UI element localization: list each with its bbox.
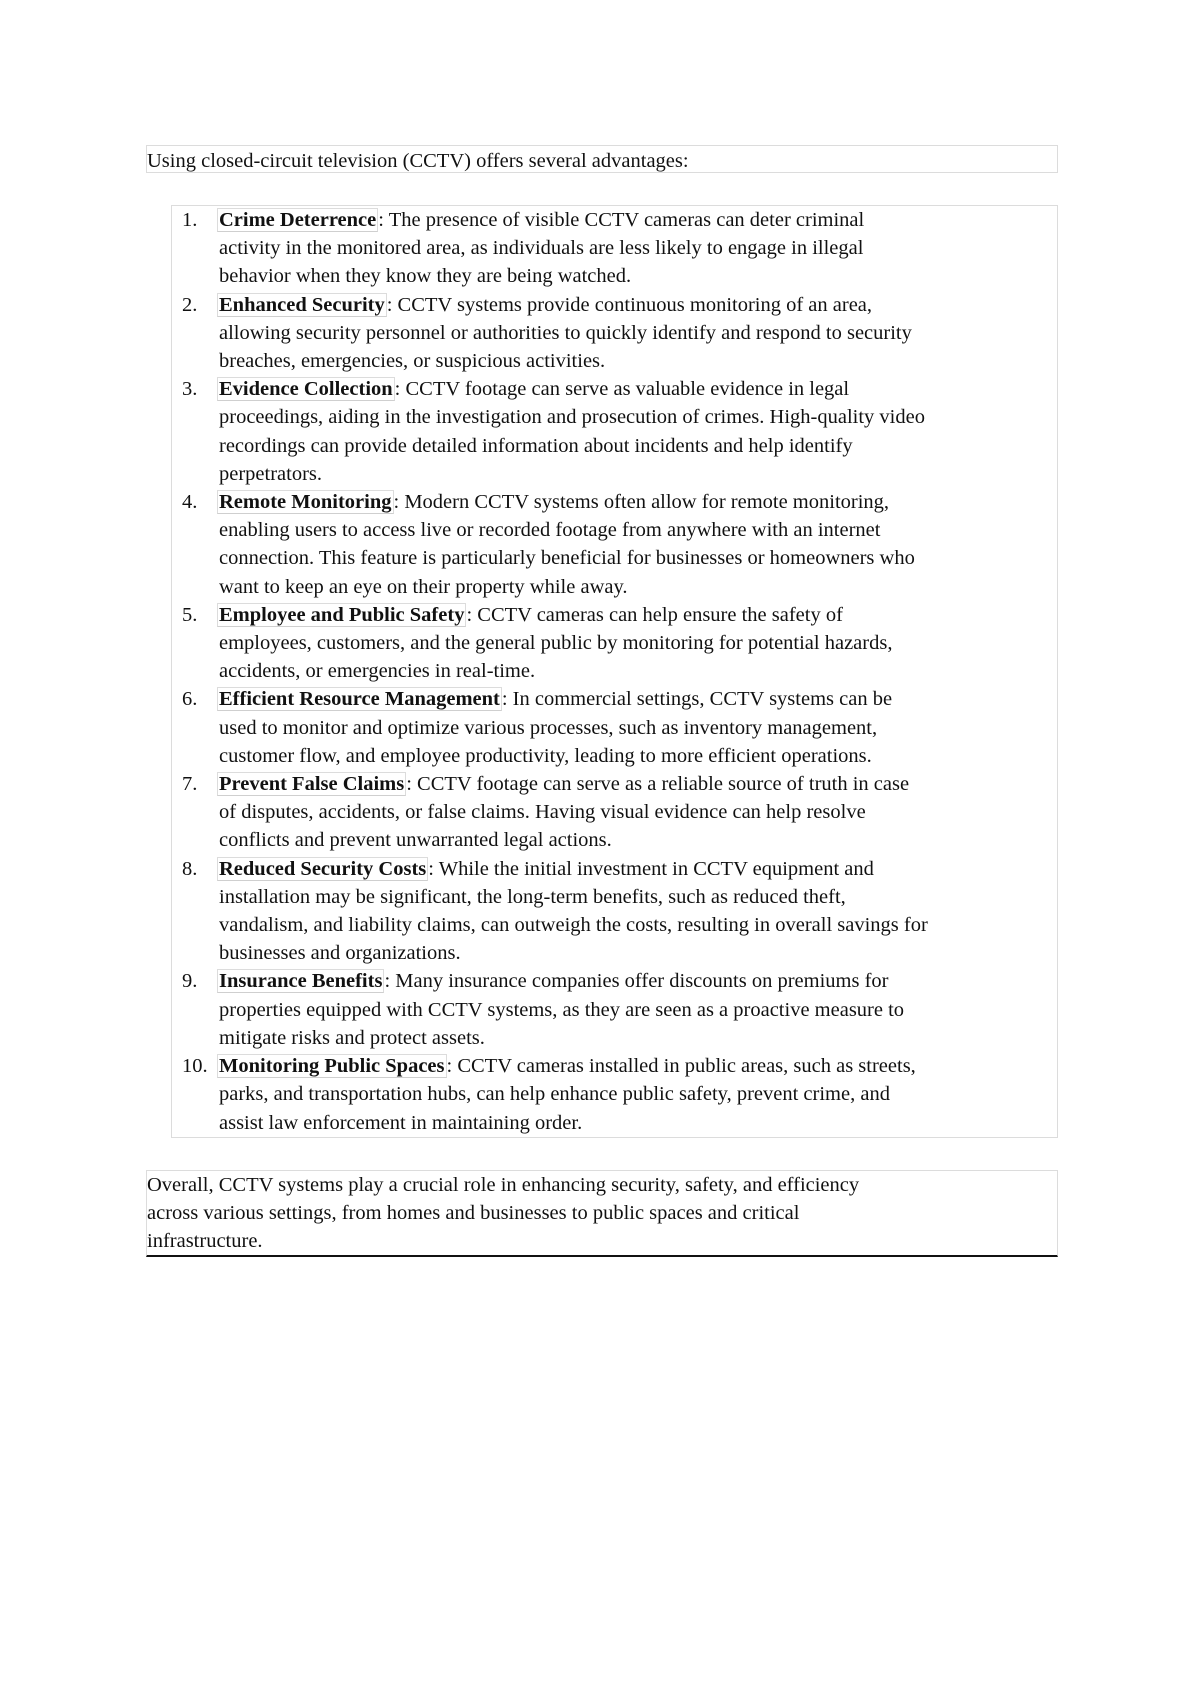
list-item-text: breaches, emergencies, or suspicious activities. (219, 350, 606, 373)
list-item-text: properties equipped with CCTV systems, as they are seen as a proactive measure to (219, 998, 905, 1021)
list-item-term: Enhanced Security (219, 293, 385, 316)
list-item-number: 5. (182, 603, 198, 626)
list-item-line (219, 996, 1062, 1024)
list-item-term: Remote Monitoring (219, 491, 392, 514)
list-item-text: connection. This feature is particularly beneficial for businesses or homeowners who (219, 547, 915, 570)
list-item-text: : While the initial investment in CCTV equipment and (428, 857, 874, 880)
list-item-body (219, 1052, 1062, 1137)
list-item-term: Crime Deterrence (219, 209, 377, 231)
intro-paragraph: Using closed-circuit television (CCTV) offers several advantages: (147, 150, 689, 172)
list-item-body (219, 855, 1062, 968)
list-item-line (219, 1052, 1062, 1080)
list-item (172, 967, 1062, 1052)
list-item-body (219, 488, 1062, 601)
list-item-number: 8. (182, 857, 198, 880)
list-item-term: Efficient Resource Management (219, 688, 500, 711)
list-item-text: assist law enforcement in maintaining order. (219, 1111, 583, 1134)
list-item-number: 6. (182, 688, 198, 711)
list-item-line (219, 855, 1062, 883)
conclusion-line: across various settings, from homes and businesses to public spaces and critical (147, 1202, 800, 1225)
list-item-term: Evidence Collection (219, 378, 393, 401)
list-item-text: : CCTV cameras can help ensure the safety of (466, 603, 843, 626)
list-item-text: proceedings, aiding in the investigation and prosecution of crimes. High-quality video (219, 406, 925, 429)
advantages-list (172, 206, 1062, 1137)
list-item-number: 10. (182, 1055, 208, 1078)
list-item-line (219, 573, 1062, 601)
list-item-text: : Modern CCTV systems often allow for remote monitoring, (393, 491, 890, 514)
list-item-line (219, 375, 1062, 403)
list-item-line (219, 291, 1062, 319)
list-item-number: 4. (182, 491, 198, 514)
list-item-line (219, 432, 1062, 460)
list-item (172, 375, 1062, 488)
list-item-line (219, 1080, 1062, 1108)
conclusion-line: Overall, CCTV systems play a crucial role in enhancing security, safety, and efficiency (147, 1174, 860, 1196)
list-item-line (219, 714, 1062, 742)
list-item-text: want to keep an eye on their property while away. (219, 575, 628, 598)
list-item-term: Monitoring Public Spaces (219, 1055, 445, 1078)
list-item-term: Insurance Benefits (219, 970, 383, 993)
list-item-text: accidents, or emergencies in real-time. (219, 660, 536, 683)
list-item-text: used to monitor and optimize various processes, such as inventory management, (219, 716, 878, 739)
list-item-text: : CCTV footage can serve as a reliable source of truth in case (406, 773, 910, 796)
list-item-text: mitigate risks and protect assets. (219, 1026, 485, 1049)
list-item-term: Employee and Public Safety (219, 603, 465, 626)
list-item-text: customer flow, and employee productivity, leading to more efficient operations. (219, 744, 872, 767)
list-item (172, 488, 1062, 601)
list-item (172, 206, 1062, 291)
list-item-number: 9. (182, 970, 198, 993)
list-item-text: businesses and organizations. (219, 942, 461, 965)
list-item-line (219, 347, 1062, 375)
list-item-text: : CCTV footage can serve as valuable evidence in legal (394, 378, 850, 401)
list-item-line (219, 826, 1062, 854)
list-item-line (219, 488, 1062, 516)
list-item-line (219, 657, 1062, 685)
list-item-line (219, 742, 1062, 770)
list-item-term: Prevent False Claims (219, 773, 405, 796)
list-item-body (219, 375, 1062, 488)
list-item-line (219, 319, 1062, 347)
list-item-line (219, 206, 1062, 234)
list-item-line (219, 516, 1062, 544)
list-item-text: conflicts and prevent unwarranted legal actions. (219, 829, 612, 852)
list-item-text: : In commercial settings, CCTV systems can be (501, 688, 893, 711)
list-item-line (219, 1109, 1062, 1137)
list-item-text: employees, customers, and the general public by monitoring for potential hazards, (219, 632, 893, 655)
list-item-text: parks, and transportation hubs, can help enhance public safety, prevent crime, and (219, 1083, 890, 1106)
conclusion-line: infrastructure. (147, 1230, 263, 1253)
list-item-text: vandalism, and liability claims, can outweigh the costs, resulting in overall savings for (219, 914, 928, 937)
list-item (172, 770, 1062, 855)
list-item-text: : CCTV systems provide continuous monitoring of an area, (386, 293, 873, 316)
list-item-text: recordings can provide detailed information about incidents and help identify (219, 434, 853, 457)
list-item-body (219, 967, 1062, 1052)
list-item (172, 601, 1062, 686)
list-item-number: 2. (182, 293, 198, 316)
conclusion-paragraph (147, 1171, 1057, 1256)
list-item (172, 1052, 1062, 1137)
list-item-text: of disputes, accidents, or false claims. Having visual evidence can help resolve (219, 801, 866, 824)
list-item-line (219, 883, 1062, 911)
list-item (172, 685, 1062, 770)
list-item-number: 3. (182, 378, 198, 401)
list-item-line (219, 685, 1062, 713)
list-item-text: allowing security personnel or authorities to quickly identify and respond to security (219, 321, 912, 344)
list-item-text: enabling users to access live or recorded footage from anywhere with an internet (219, 519, 881, 542)
list-item (172, 855, 1062, 968)
list-item-text: perpetrators. (219, 462, 323, 485)
list-item-number: 7. (182, 773, 198, 796)
list-item-body (219, 206, 1062, 291)
list-item-number: 1. (182, 209, 198, 231)
list-item-body (219, 291, 1062, 376)
list-item-body (219, 601, 1062, 686)
list-item-line (219, 403, 1062, 431)
list-item-text: activity in the monitored area, as individuals are less likely to engage in illegal (219, 237, 864, 260)
list-item-line (219, 601, 1062, 629)
list-item-text: behavior when they know they are being watched. (219, 265, 632, 288)
list-item-line (219, 629, 1062, 657)
list-item-text: : Many insurance companies offer discounts on premiums for (384, 970, 889, 993)
list-item-line (219, 544, 1062, 572)
list-item (172, 291, 1062, 376)
list-item-line (219, 967, 1062, 995)
list-item-text: : CCTV cameras installed in public areas, such as streets, (446, 1055, 916, 1078)
list-item-text: installation may be significant, the long-term benefits, such as reduced theft, (219, 885, 846, 908)
list-item-line (219, 770, 1062, 798)
list-item-body (219, 770, 1062, 855)
list-item-line (219, 939, 1062, 967)
list-item-line (219, 798, 1062, 826)
list-item-line (219, 911, 1062, 939)
list-item-body (219, 685, 1062, 770)
list-item-text: : The presence of visible CCTV cameras can deter criminal (378, 209, 865, 231)
list-item-line (219, 1024, 1062, 1052)
list-item-term: Reduced Security Costs (219, 857, 427, 880)
list-item-line (219, 234, 1062, 262)
list-item-line (219, 262, 1062, 290)
list-item-line (219, 460, 1062, 488)
